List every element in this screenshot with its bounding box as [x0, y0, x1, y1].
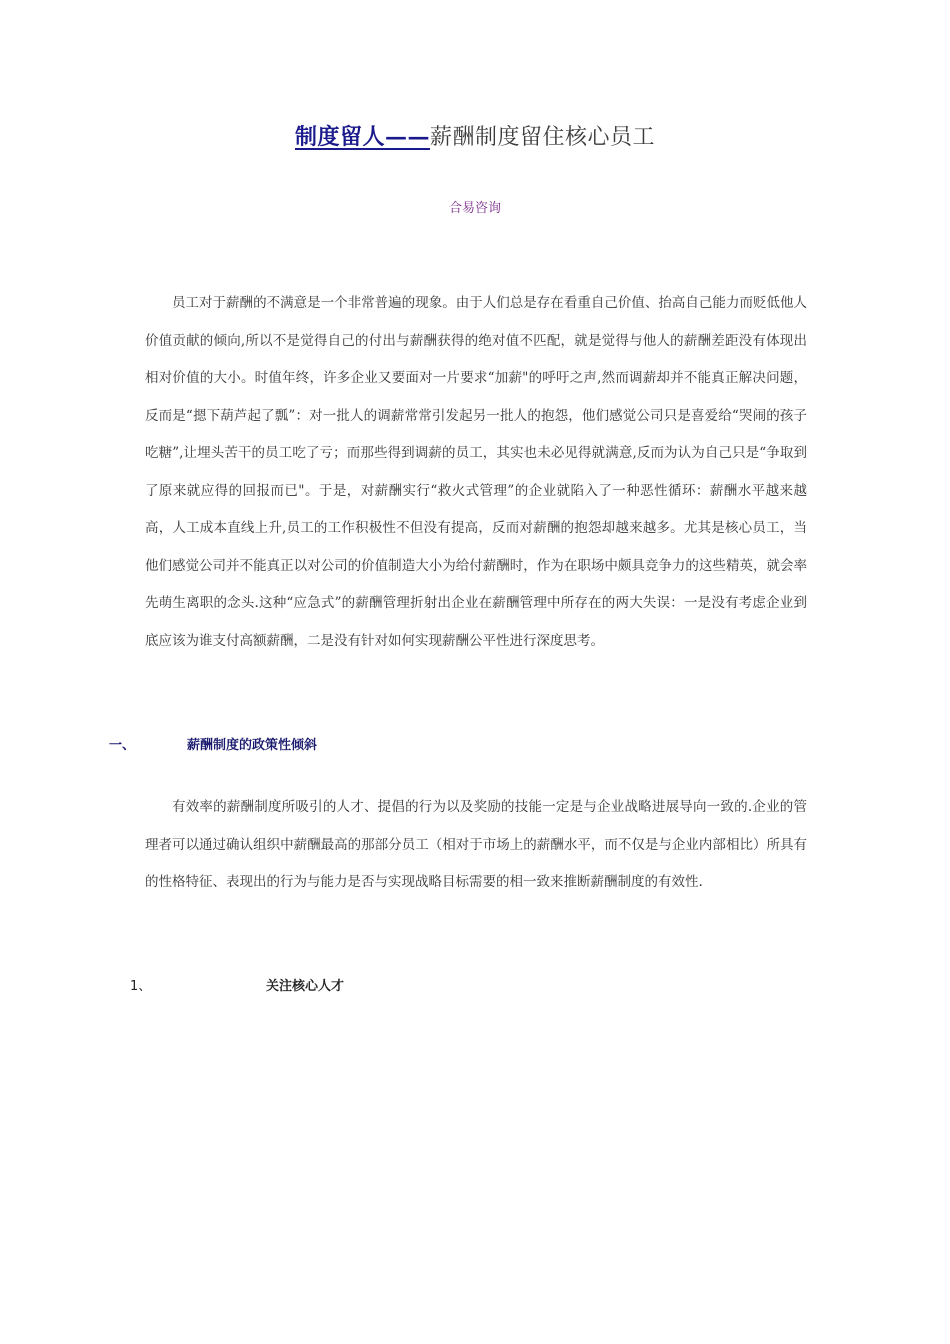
title-text: 薪酬制度留住核心员工: [430, 125, 656, 150]
document-title: [0, 120, 950, 155]
paragraph-intro: 员工对于薪酬的不满意是一个非常普遍的现象。由于人们总是存在看重自己价值、抬高自己能力而贬低他人价值贡献的倾向,所以不是觉得自己的付出与薪酬获得的绝对值不匹配，就是觉得与他人的薪酬差距没有体现出相对价值的大小。时值年终，许多企业又要面对一片要求“加薪"的呼吁之声,然而调薪却并不能真正解决问题，反而是“摁下葫芦起了瓢”：对一批人的调薪常常引发起另一批人的抱怨，他们感觉公司只是喜爱给“哭闹的孩子吃糖”,让埋头苦干的员工吃了亏；而那些得到调薪的员工，其实也未必见得就满意,反而为认为自己只是“争取到了原来就应得的回报而已"。于是，对薪酬实行“救火式管理”的企业就陷入了一种恶性循环：薪酬水平越来越高，人工成本直线上升,员工的工作积极性不但没有提高，反而对薪酬的抱怨却越来越多。尤其是核心员工，当他们感觉公司并不能真正以对公司的价值制造大小为给付薪酬时，作为在职场中颇具竞争力的这些精英，就会率先萌生离职的念头.这种“应急式”的薪酬管理折射出企业在薪酬管理中所存在的两大失误：一是没有考虑企业到底应该为谁支付高额薪酬，二是没有针对如何实现薪酬公平性进行深度思考。: [145, 295, 807, 649]
section-heading: 薪酬制度的政策性倾斜: [187, 738, 318, 753]
paragraph-policy: 有效率的薪酬制度所吸引的人才、提倡的行为以及奖励的技能一定是与企业战略进展导向一致的.企业的管理者可以通过确认组织中薪酬最高的那部分员工（相对于市场上的薪酬水平，而不仅是与企业内部相比）所具有的性格特征、表现出的行为与能力是否与实现战略目标需要的相一致来推断薪酬制度的有效性.: [145, 799, 807, 890]
subsection-heading: 关注核心人才: [266, 979, 345, 994]
title-link[interactable]: 制度留人——: [294, 124, 430, 150]
document-subtitle: 合易咨询: [448, 201, 501, 216]
subsection-number: 1、: [130, 979, 152, 994]
section-number: 一、: [109, 738, 136, 753]
